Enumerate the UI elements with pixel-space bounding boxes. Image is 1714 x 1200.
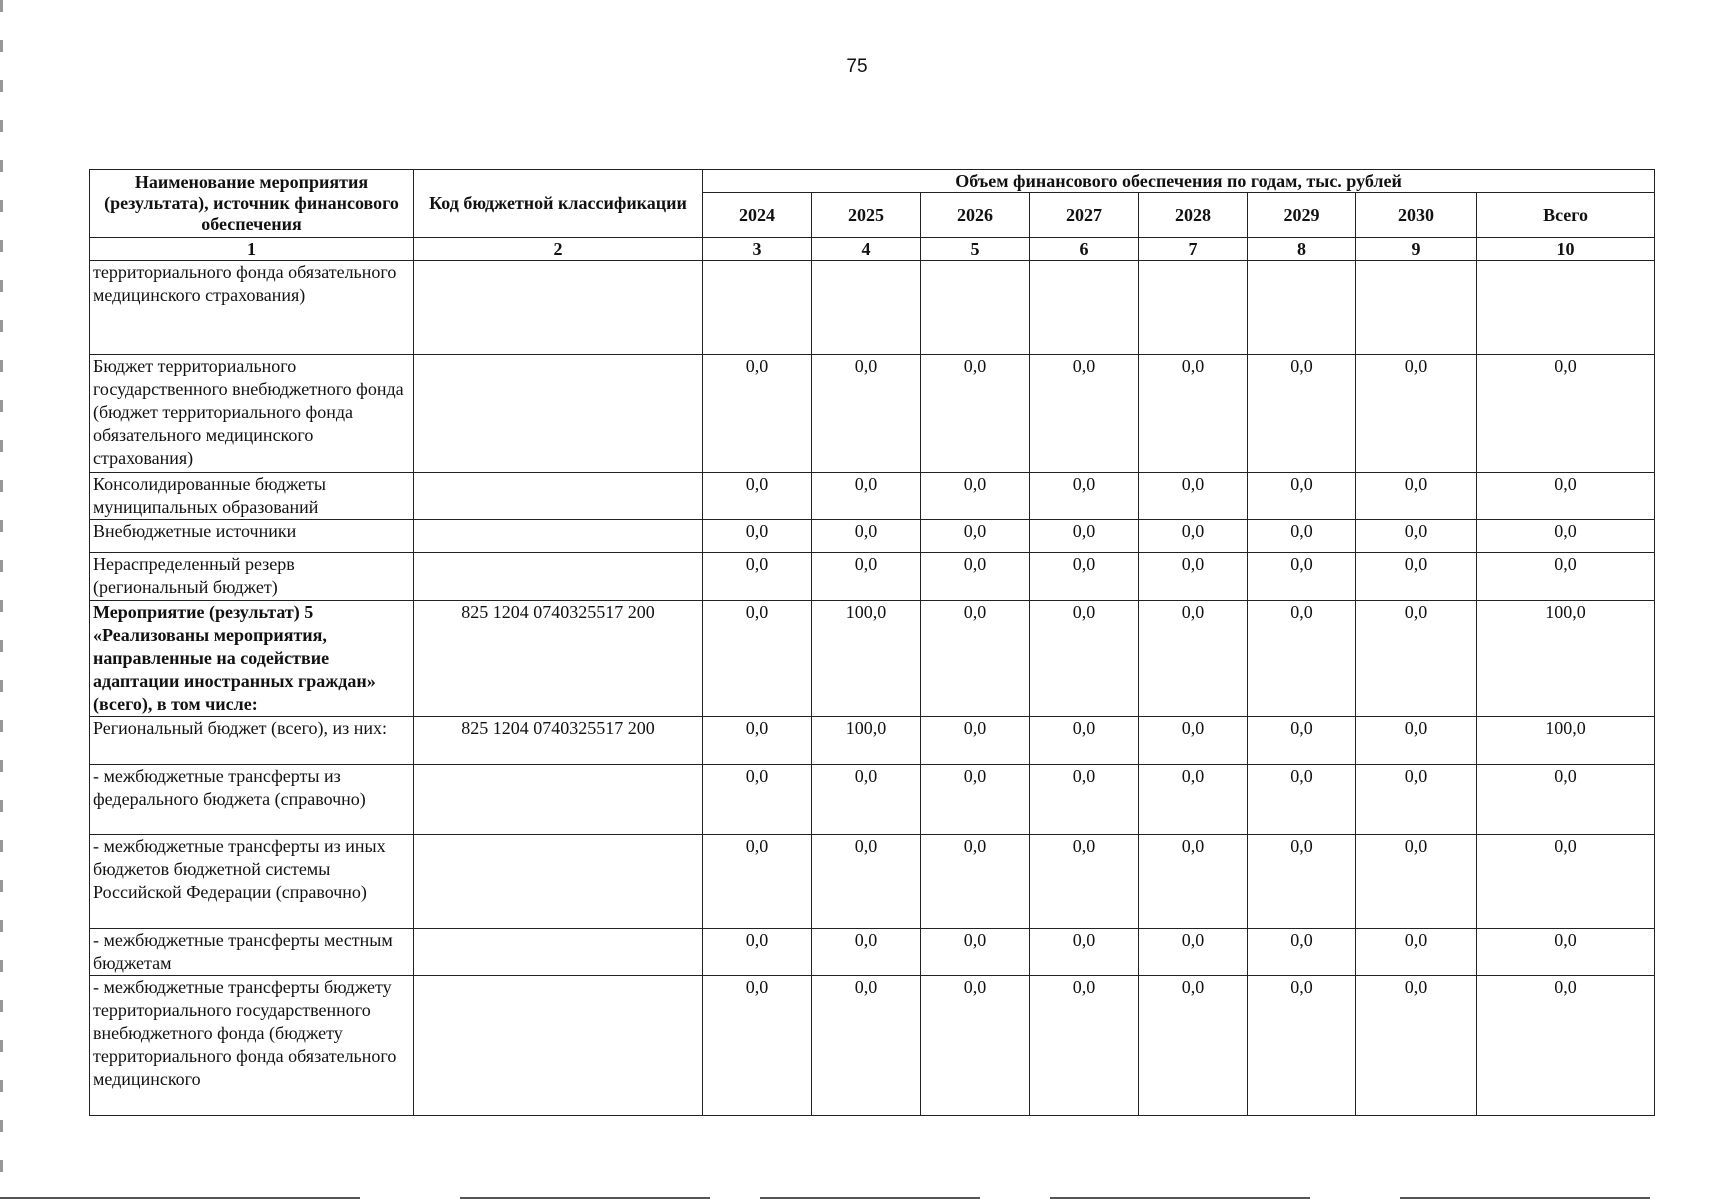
row-year-value: 0,0 (1139, 717, 1248, 765)
row-year-value: 0,0 (1030, 976, 1139, 1116)
header-year: 2028 (1139, 193, 1248, 238)
table-row (90, 717, 1655, 765)
header-total: Всего (1477, 193, 1655, 238)
row-year-value (1356, 261, 1477, 355)
header-code: Код бюджетной классификации (414, 170, 703, 238)
row-year-value: 0,0 (1139, 553, 1248, 601)
header-row-column-numbers (90, 238, 1655, 261)
row-name: Региональный бюджет (всего), из них: (90, 717, 414, 765)
row-budget-code (414, 553, 703, 601)
row-year-value: 0,0 (1139, 976, 1248, 1116)
row-year-value: 0,0 (921, 976, 1030, 1116)
row-year-value: 0,0 (703, 717, 812, 765)
row-year-value: 0,0 (1030, 553, 1139, 601)
row-total-value: 0,0 (1477, 929, 1655, 976)
row-year-value: 0,0 (1030, 765, 1139, 835)
row-budget-code (414, 765, 703, 835)
row-year-value: 0,0 (1356, 976, 1477, 1116)
row-total-value: 0,0 (1477, 355, 1655, 473)
footer-rule (1400, 1197, 1650, 1199)
row-year-value: 0,0 (1248, 929, 1356, 976)
row-year-value: 0,0 (1356, 929, 1477, 976)
row-total-value: 0,0 (1477, 520, 1655, 553)
table-row (90, 473, 1655, 520)
row-total-value: 0,0 (1477, 553, 1655, 601)
row-year-value: 0,0 (921, 355, 1030, 473)
table-row (90, 765, 1655, 835)
table-row (90, 261, 1655, 355)
row-name: - межбюджетные трансферты из иных бюджетов бюджетной системы Российской Федерации (справочно) (90, 835, 414, 929)
row-year-value: 0,0 (703, 520, 812, 553)
row-year-value: 0,0 (812, 355, 921, 473)
row-year-value: 0,0 (812, 929, 921, 976)
row-year-value: 0,0 (703, 601, 812, 717)
row-name: - межбюджетные трансферты бюджету территориального государственного внебюджетного фонда (бюджету территориального фонда обязательного медицинского (90, 976, 414, 1116)
row-year-value: 0,0 (921, 765, 1030, 835)
row-year-value (921, 261, 1030, 355)
footer-rule (760, 1197, 980, 1199)
table-row (90, 929, 1655, 976)
row-name: Нераспределенный резерв (региональный бюджет) (90, 553, 414, 601)
row-year-value: 0,0 (1356, 765, 1477, 835)
table-row (90, 520, 1655, 553)
row-year-value: 0,0 (1248, 717, 1356, 765)
column-number: 10 (1477, 238, 1655, 261)
row-year-value: 0,0 (1248, 355, 1356, 473)
row-name: Мероприятие (результат) 5 «Реализованы мероприятия, направленные на содействие адаптации иностранных граждан» (всего), в том числе: (90, 601, 414, 717)
row-year-value: 0,0 (1139, 765, 1248, 835)
row-year-value: 0,0 (1356, 717, 1477, 765)
column-number: 8 (1248, 238, 1356, 261)
row-year-value: 0,0 (1356, 553, 1477, 601)
row-year-value: 0,0 (812, 835, 921, 929)
header-year: 2024 (703, 193, 812, 238)
row-year-value: 0,0 (812, 473, 921, 520)
row-year-value: 0,0 (1030, 601, 1139, 717)
row-year-value: 0,0 (921, 601, 1030, 717)
row-year-value: 0,0 (1248, 765, 1356, 835)
row-year-value: 0,0 (703, 473, 812, 520)
header-year: 2029 (1248, 193, 1356, 238)
row-budget-code: 825 1204 0740325517 200 (414, 601, 703, 717)
row-name: Бюджет территориального государственного внебюджетного фонда (бюджет территориального фонда обязательного медицинского страхования) (90, 355, 414, 473)
row-year-value: 0,0 (703, 553, 812, 601)
row-year-value: 0,0 (1030, 929, 1139, 976)
row-year-value: 0,0 (1356, 355, 1477, 473)
row-year-value: 0,0 (921, 520, 1030, 553)
column-number: 1 (90, 238, 414, 261)
row-year-value: 0,0 (921, 553, 1030, 601)
row-year-value: 0,0 (703, 835, 812, 929)
footer-rule (460, 1197, 710, 1199)
row-year-value: 0,0 (1030, 520, 1139, 553)
column-number: 5 (921, 238, 1030, 261)
row-year-value (703, 261, 812, 355)
row-year-value: 0,0 (1030, 355, 1139, 473)
row-year-value: 100,0 (812, 601, 921, 717)
row-year-value: 0,0 (921, 717, 1030, 765)
row-year-value: 0,0 (1248, 601, 1356, 717)
row-year-value: 0,0 (921, 929, 1030, 976)
row-total-value: 100,0 (1477, 601, 1655, 717)
row-budget-code: 825 1204 0740325517 200 (414, 717, 703, 765)
header-year: 2025 (812, 193, 921, 238)
row-name: - межбюджетные трансферты местным бюджетам (90, 929, 414, 976)
row-year-value: 0,0 (703, 976, 812, 1116)
column-number: 7 (1139, 238, 1248, 261)
row-total-value: 0,0 (1477, 835, 1655, 929)
row-budget-code (414, 520, 703, 553)
header-year: 2027 (1030, 193, 1139, 238)
table-row (90, 553, 1655, 601)
row-year-value: 0,0 (703, 929, 812, 976)
row-budget-code (414, 929, 703, 976)
footer-rule (0, 1197, 360, 1199)
row-year-value (812, 261, 921, 355)
row-year-value: 0,0 (812, 520, 921, 553)
row-year-value: 0,0 (1139, 520, 1248, 553)
row-year-value: 0,0 (921, 835, 1030, 929)
row-budget-code (414, 355, 703, 473)
row-year-value: 0,0 (1248, 976, 1356, 1116)
page-number: 75 (846, 56, 868, 77)
row-year-value: 0,0 (812, 976, 921, 1116)
row-year-value: 0,0 (1248, 835, 1356, 929)
column-number: 3 (703, 238, 812, 261)
row-name: - межбюджетные трансферты из федерального бюджета (справочно) (90, 765, 414, 835)
header-name: Наименование мероприятия (результата), источник финансового обеспечения (90, 170, 414, 238)
table-body (90, 261, 1655, 1116)
row-year-value: 0,0 (1248, 520, 1356, 553)
financing-table (89, 169, 1655, 1116)
row-total-value: 0,0 (1477, 976, 1655, 1116)
row-year-value: 0,0 (1139, 835, 1248, 929)
row-year-value (1030, 261, 1139, 355)
row-year-value (1248, 261, 1356, 355)
header-volume: Объем финансового обеспечения по годам, тыс. рублей (703, 170, 1655, 193)
row-year-value: 0,0 (1030, 835, 1139, 929)
column-number: 9 (1356, 238, 1477, 261)
table-row (90, 601, 1655, 717)
row-name: Консолидированные бюджеты муниципальных образований (90, 473, 414, 520)
row-year-value (1139, 261, 1248, 355)
row-year-value: 0,0 (921, 473, 1030, 520)
row-year-value: 0,0 (1356, 520, 1477, 553)
row-year-value: 0,0 (1139, 473, 1248, 520)
row-year-value: 0,0 (1356, 835, 1477, 929)
row-year-value: 0,0 (1139, 601, 1248, 717)
row-budget-code (414, 261, 703, 355)
row-year-value: 0,0 (1356, 601, 1477, 717)
row-year-value: 0,0 (812, 553, 921, 601)
row-budget-code (414, 835, 703, 929)
row-budget-code (414, 473, 703, 520)
table-row (90, 835, 1655, 929)
header-year: 2030 (1356, 193, 1477, 238)
column-number: 6 (1030, 238, 1139, 261)
header-row-top (90, 170, 1655, 193)
header-year: 2026 (921, 193, 1030, 238)
row-year-value: 0,0 (1030, 473, 1139, 520)
row-year-value: 0,0 (1356, 473, 1477, 520)
row-year-value: 0,0 (1030, 717, 1139, 765)
row-year-value: 0,0 (1139, 355, 1248, 473)
row-budget-code (414, 976, 703, 1116)
row-year-value: 0,0 (812, 765, 921, 835)
table-row (90, 355, 1655, 473)
row-year-value: 0,0 (703, 355, 812, 473)
row-name: Внебюджетные источники (90, 520, 414, 553)
column-number: 4 (812, 238, 921, 261)
row-year-value: 0,0 (1248, 473, 1356, 520)
row-year-value: 100,0 (812, 717, 921, 765)
scan-edge-artifact (0, 0, 3, 1200)
table-row (90, 976, 1655, 1116)
footer-rule (1050, 1197, 1310, 1199)
row-year-value: 0,0 (1248, 553, 1356, 601)
row-total-value: 0,0 (1477, 765, 1655, 835)
row-name: территориального фонда обязательного медицинского страхования) (90, 261, 414, 355)
row-year-value: 0,0 (1139, 929, 1248, 976)
row-total-value (1477, 261, 1655, 355)
row-total-value: 100,0 (1477, 717, 1655, 765)
row-total-value: 0,0 (1477, 473, 1655, 520)
row-year-value: 0,0 (703, 765, 812, 835)
column-number: 2 (414, 238, 703, 261)
